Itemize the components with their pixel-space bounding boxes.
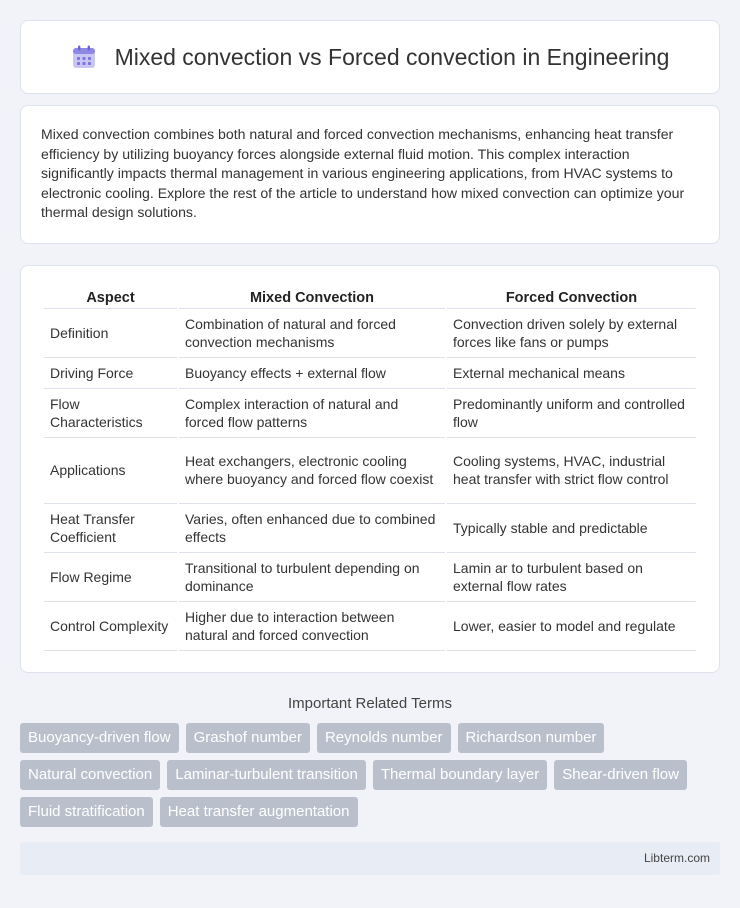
- cell-forced: Lower, easier to model and regulate: [447, 602, 696, 651]
- comparison-table: [42, 287, 698, 651]
- table-row: [44, 309, 696, 358]
- header-mixed: Mixed Convection: [179, 287, 445, 309]
- table-row: [44, 358, 696, 389]
- cell-forced: Convection driven solely by external forces like fans or pumps: [447, 309, 696, 358]
- tag-thermal-boundary-layer[interactable]: Thermal boundary layer: [373, 760, 547, 790]
- tag-natural-convection[interactable]: Natural convection: [20, 760, 160, 790]
- table-row: [44, 389, 696, 438]
- footer: [20, 842, 720, 875]
- table-row: [44, 602, 696, 651]
- cell-forced: Predominantly uniform and controlled flow: [447, 389, 696, 438]
- tag-shear-driven-flow[interactable]: Shear-driven flow: [554, 760, 687, 790]
- comparison-table-card: [20, 265, 720, 673]
- cell-aspect: Definition: [44, 309, 177, 358]
- tag-fluid-stratification[interactable]: Fluid stratification: [20, 797, 153, 827]
- cell-mixed: Complex interaction of natural and forced flow patterns: [179, 389, 445, 438]
- cell-aspect: Applications: [44, 438, 177, 504]
- related-terms-heading: Important Related Terms: [288, 694, 452, 712]
- intro-text: Mixed convection combines both natural and forced convection mechanisms, enhancing heat transfer efficiency by utilizing buoyancy forces alongside external fluid motion. This complex interaction significantly impacts thermal management in various engineering applications, from HVAC systems to electronic cooling. Explore the rest of the article to understand how mixed convection can optimize your thermal design solutions.: [41, 126, 685, 220]
- cell-mixed: Combination of natural and forced convection mechanisms: [179, 309, 445, 358]
- intro-card: [20, 105, 720, 244]
- tag-reynolds-number[interactable]: Reynolds number: [317, 723, 451, 753]
- cell-forced: Typically stable and predictable: [447, 504, 696, 553]
- cell-mixed: Higher due to interaction between natural and forced convection: [179, 602, 445, 651]
- footer-site-link[interactable]: Libterm.com: [643, 851, 710, 865]
- tag-heat-transfer-augmentation[interactable]: Heat transfer augmentation: [160, 797, 358, 827]
- cell-mixed: Buoyancy effects + external flow: [179, 358, 445, 389]
- cell-mixed: Transitional to turbulent depending on dominance: [179, 553, 445, 602]
- title-card: [20, 20, 720, 94]
- cell-aspect: Driving Force: [44, 358, 177, 389]
- cell-forced: Lamin ar to turbulent based on external flow rates: [447, 553, 696, 602]
- cell-mixed: Varies, often enhanced due to combined effects: [179, 504, 445, 553]
- tag-richardson-number[interactable]: Richardson number: [458, 723, 605, 753]
- cell-forced: Cooling systems, HVAC, industrial heat transfer with strict flow control: [447, 438, 696, 504]
- cell-mixed: Heat exchangers, electronic cooling where buoyancy and forced flow coexist: [179, 438, 445, 504]
- cell-aspect: Flow Regime: [44, 553, 177, 602]
- related-terms-tags: [20, 723, 720, 827]
- tag-grashof-number[interactable]: Grashof number: [186, 723, 310, 753]
- table-row: [44, 438, 696, 504]
- table-row: [44, 504, 696, 553]
- tag-buoyancy-driven-flow[interactable]: Buoyancy-driven flow: [20, 723, 179, 753]
- cell-aspect: Heat Transfer Coefficient: [44, 504, 177, 553]
- cell-aspect: Flow Characteristics: [44, 389, 177, 438]
- header-aspect: Aspect: [44, 287, 177, 309]
- header-forced: Forced Convection: [447, 287, 696, 309]
- table-header-row: [44, 287, 696, 309]
- table-row: [44, 553, 696, 602]
- cell-aspect: Control Complexity: [44, 602, 177, 651]
- cell-forced: External mechanical means: [447, 358, 696, 389]
- tag-laminar-turbulent-transition[interactable]: Laminar-turbulent transition: [167, 760, 366, 790]
- calendar-icon: [71, 44, 97, 70]
- page-title: Mixed convection vs Forced convection in Engineering: [114, 43, 670, 70]
